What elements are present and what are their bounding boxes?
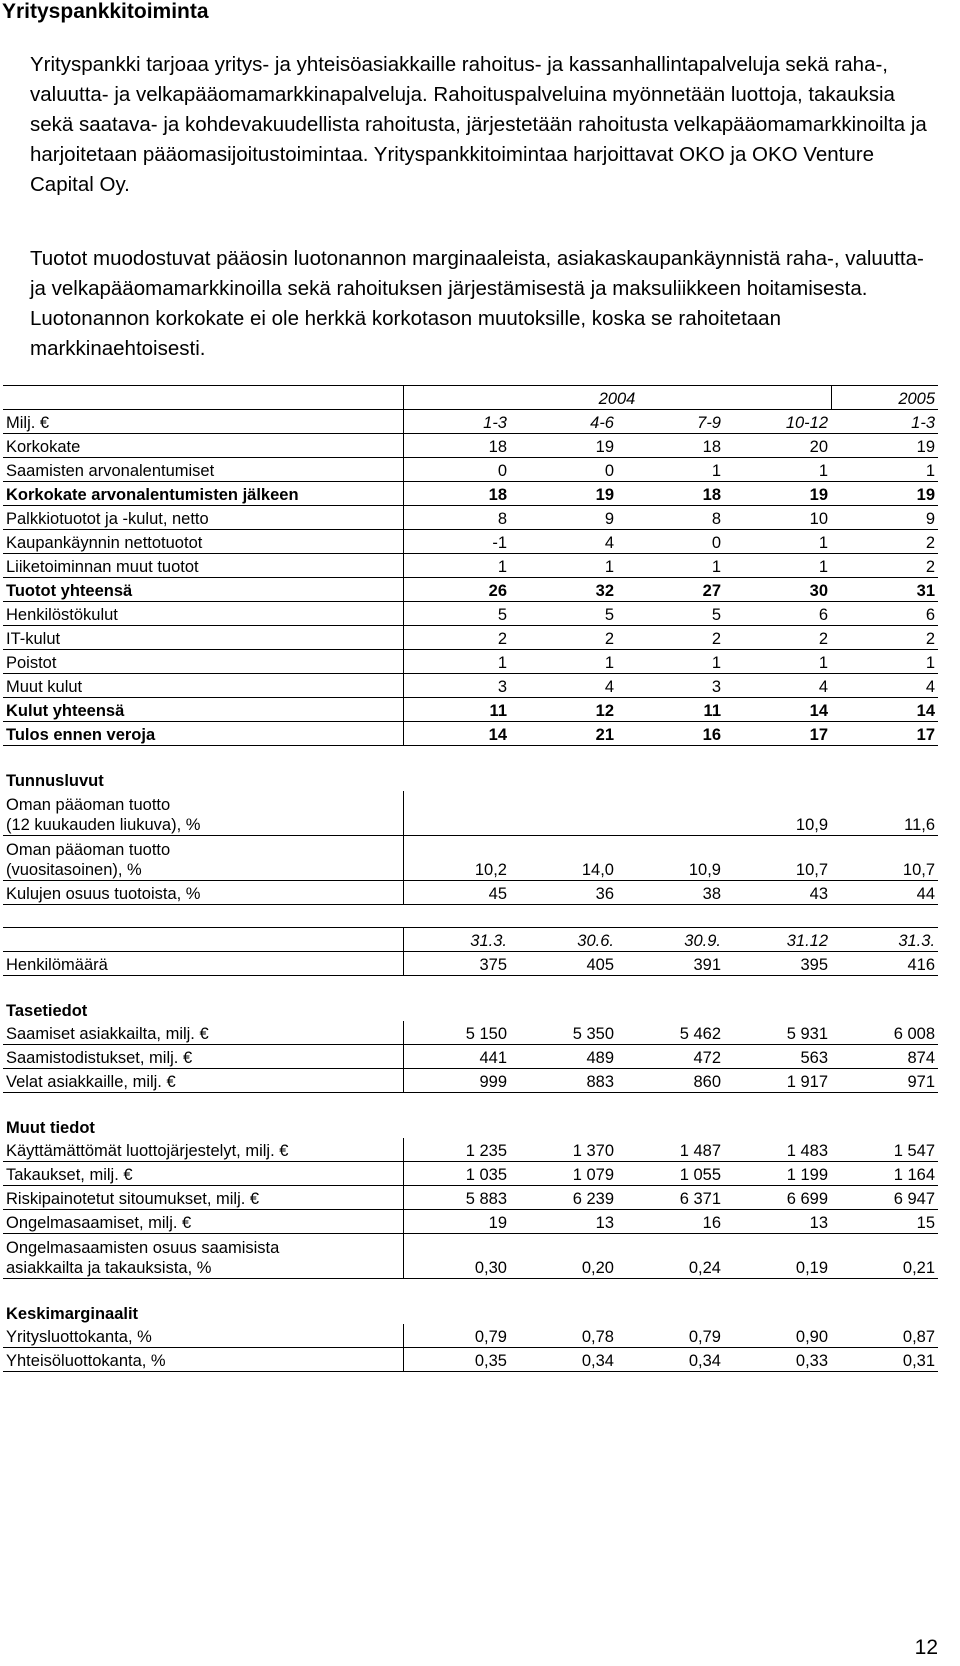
value-cell: 8 <box>403 506 510 530</box>
empty-cell <box>403 1093 510 1116</box>
value-cell: 1 <box>403 554 510 578</box>
value-cell: 883 <box>510 1069 617 1093</box>
value-cell: 14,0 <box>510 836 617 881</box>
value-cell: 18 <box>403 434 510 458</box>
empty-cell <box>831 768 938 791</box>
value-cell: 18 <box>617 482 724 506</box>
intro-paragraph: Yrityspankki tarjoaa yritys- ja yhteisöasiakkaille rahoitus- ja kassanhallintapalveluja sekä raha-, valuutta- ja velkapääomamarkkinapalveluja. Rahoituspalveluina myönnetään luottoja, takauksia sekä saatava- ja kohdevakuudellista rahoitusta, järjestetään rahoitusta velkapääomamarkkinoilta ja harjoitetaan pääomasijoitustoimintaa. Yrityspankkitoimintaa harjoittavat OKO ja OKO Venture Capital Oy. <box>30 53 927 196</box>
value-cell: 1 <box>831 458 938 482</box>
empty-cell <box>510 998 617 1021</box>
value-cell: 0,33 <box>724 1348 831 1372</box>
row-label: Saamisten arvonalentumiset <box>3 458 403 482</box>
value-cell: 13 <box>510 1210 617 1234</box>
income-paragraph: Tuotot muodostuvat pääosin luotonannon marginaaleista, asiakaskaupankäynnistä raha-, valuutta- ja velkapääomamarkkinoilla sekä rahoituksen järjestämisestä ja maksuliikkeen hoitamisesta. Luotonannon korkokate ei ole herkkä korkotason muutoksille, koska se rahoitetaan markkinaehtoisesti. <box>30 247 924 360</box>
empty-cell <box>724 746 831 769</box>
key-figure-row <box>3 881 938 905</box>
empty-cell <box>510 905 617 928</box>
row-label: Palkkiotuotot ja -kulut, netto <box>3 506 403 530</box>
value-cell: 10 <box>724 506 831 530</box>
value-cell: 874 <box>831 1045 938 1069</box>
value-cell: 10,9 <box>617 836 724 881</box>
value-cell <box>617 791 724 836</box>
value-cell: 17 <box>724 722 831 746</box>
empty-cell <box>617 1301 724 1324</box>
value-cell: 5 462 <box>617 1021 724 1045</box>
value-cell: 0 <box>617 530 724 554</box>
empty-cell <box>617 976 724 999</box>
row-label: Saamiset asiakkailta, milj. € <box>3 1021 403 1045</box>
value-cell: 26 <box>403 578 510 602</box>
empty-cell <box>3 746 403 769</box>
empty-cell <box>617 768 724 791</box>
income-row <box>3 506 938 530</box>
value-cell: 6 371 <box>617 1186 724 1210</box>
empty-cell <box>403 746 510 769</box>
date-header: 31.3. <box>831 928 938 952</box>
value-cell: 45 <box>403 881 510 905</box>
value-cell: 5 <box>617 602 724 626</box>
value-cell: 1 035 <box>403 1162 510 1186</box>
quarter-header: 1-3 <box>831 410 938 434</box>
group-heading: Tasetiedot <box>6 1002 88 1020</box>
value-cell: 19 <box>831 482 938 506</box>
value-cell: 36 <box>510 881 617 905</box>
value-cell: 2 <box>617 626 724 650</box>
empty-cell <box>403 1279 510 1302</box>
quarter-header-row <box>3 410 938 434</box>
income-row <box>3 578 938 602</box>
quarter-header: 7-9 <box>617 410 724 434</box>
margin-row <box>3 1324 938 1348</box>
other-info-row <box>3 1234 938 1279</box>
value-cell: -1 <box>403 530 510 554</box>
value-cell: 1 <box>724 554 831 578</box>
value-cell: 0,20 <box>510 1234 617 1279</box>
income-row <box>3 674 938 698</box>
value-cell: 5 <box>403 602 510 626</box>
value-cell: 10,2 <box>403 836 510 881</box>
value-cell: 971 <box>831 1069 938 1093</box>
empty-cell <box>724 1301 831 1324</box>
other-info-row <box>3 1138 938 1162</box>
value-cell: 31 <box>831 578 938 602</box>
row-label: Korkokate <box>3 434 403 458</box>
income-row <box>3 650 938 674</box>
empty-cell <box>617 998 724 1021</box>
value-cell: 19 <box>831 434 938 458</box>
value-cell: 6 947 <box>831 1186 938 1210</box>
income-row <box>3 626 938 650</box>
value-cell: 10,7 <box>724 836 831 881</box>
value-cell: 1 917 <box>724 1069 831 1093</box>
empty-cell <box>831 1115 938 1138</box>
value-cell: 375 <box>403 952 510 976</box>
value-cell: 5 <box>510 602 617 626</box>
balance-row <box>3 1069 938 1093</box>
value-cell: 5 931 <box>724 1021 831 1045</box>
spacer-row <box>3 1279 938 1302</box>
unit-label: Milj. € <box>3 410 403 434</box>
row-label <box>3 1234 403 1279</box>
empty-cell <box>403 998 510 1021</box>
value-cell: 441 <box>403 1045 510 1069</box>
quarter-header: 4-6 <box>510 410 617 434</box>
empty-cell <box>403 1301 510 1324</box>
value-cell: 19 <box>510 434 617 458</box>
value-cell: 19 <box>724 482 831 506</box>
spacer-row <box>3 746 938 769</box>
value-cell: 18 <box>403 482 510 506</box>
value-cell: 391 <box>617 952 724 976</box>
empty-cell <box>724 998 831 1021</box>
value-cell: 27 <box>617 578 724 602</box>
row-label: Tuotot yhteensä <box>3 578 403 602</box>
value-cell: 2 <box>831 626 938 650</box>
value-cell <box>510 791 617 836</box>
empty-cell <box>724 768 831 791</box>
value-cell: 1 079 <box>510 1162 617 1186</box>
empty-cell <box>617 746 724 769</box>
row-label-line: Ongelmasaamisten osuus saamisista <box>6 1239 280 1257</box>
value-cell: 2 <box>724 626 831 650</box>
row-label: Ongelmasaamiset, milj. € <box>3 1210 403 1234</box>
value-cell: 1 483 <box>724 1138 831 1162</box>
row-label-line: (12 kuukauden liukuva), % <box>6 816 201 834</box>
value-cell: 6 <box>724 602 831 626</box>
row-label: Kaupankäynnin nettotuotot <box>3 530 403 554</box>
empty-cell <box>3 1093 403 1116</box>
group-heading: Keskimarginaalit <box>6 1305 139 1323</box>
row-label: Korkokate arvonalentumisten jälkeen <box>3 482 403 506</box>
value-cell: 0,90 <box>724 1324 831 1348</box>
income-row <box>3 698 938 722</box>
income-row <box>3 554 938 578</box>
value-cell: 2 <box>510 626 617 650</box>
value-cell: 6 699 <box>724 1186 831 1210</box>
value-cell: 1 <box>831 650 938 674</box>
key-figures-heading <box>3 768 938 791</box>
row-label: Velat asiakkaille, milj. € <box>3 1069 403 1093</box>
value-cell: 17 <box>831 722 938 746</box>
date-header: 31.12 <box>724 928 831 952</box>
empty-cell <box>510 976 617 999</box>
row-label: Riskipainotetut sitoumukset, milj. € <box>3 1186 403 1210</box>
row-label: Kulut yhteensä <box>3 698 403 722</box>
value-cell: 999 <box>403 1069 510 1093</box>
empty-cell <box>510 1093 617 1116</box>
value-cell: 10,9 <box>724 791 831 836</box>
row-label: Yritysluottokanta, % <box>3 1324 403 1348</box>
empty-cell <box>3 976 403 999</box>
spacer-row <box>3 905 938 928</box>
value-cell: 4 <box>831 674 938 698</box>
value-cell: 0,30 <box>403 1234 510 1279</box>
value-cell: 18 <box>617 434 724 458</box>
empty-cell <box>617 1279 724 1302</box>
empty-cell <box>510 1301 617 1324</box>
value-cell: 9 <box>831 506 938 530</box>
section-title: Yrityspankkitoiminta <box>2 0 209 23</box>
empty-cell <box>831 1301 938 1324</box>
value-cell: 2 <box>831 530 938 554</box>
value-cell: 21 <box>510 722 617 746</box>
income-row <box>3 722 938 746</box>
value-cell: 1 <box>617 554 724 578</box>
value-cell: 0,79 <box>617 1324 724 1348</box>
value-cell: 43 <box>724 881 831 905</box>
quarter-header: 1-3 <box>403 410 510 434</box>
value-cell: 6 <box>831 602 938 626</box>
group-heading: Muut tiedot <box>6 1119 95 1137</box>
empty-cell <box>3 928 403 952</box>
other-info-row <box>3 1162 938 1186</box>
empty-cell <box>3 1279 403 1302</box>
year-2005-header: 2005 <box>831 386 938 410</box>
other-info-row <box>3 1186 938 1210</box>
value-cell: 1 <box>724 650 831 674</box>
row-label: Tulos ennen veroja <box>3 722 403 746</box>
income-row <box>3 458 938 482</box>
empty-cell <box>617 1093 724 1116</box>
value-cell: 563 <box>724 1045 831 1069</box>
value-cell: 11 <box>617 698 724 722</box>
value-cell: 860 <box>617 1069 724 1093</box>
value-cell: 19 <box>403 1210 510 1234</box>
row-label: Muut kulut <box>3 674 403 698</box>
value-cell: 6 008 <box>831 1021 938 1045</box>
row-label: Takaukset, milj. € <box>3 1162 403 1186</box>
value-cell: 11,6 <box>831 791 938 836</box>
value-cell: 4 <box>510 674 617 698</box>
row-label-line: (vuositasoinen), % <box>6 861 142 879</box>
group-heading: Tunnusluvut <box>6 772 104 790</box>
value-cell: 1 <box>510 554 617 578</box>
value-cell: 11 <box>403 698 510 722</box>
other-info-heading <box>3 1115 938 1138</box>
empty-cell <box>510 768 617 791</box>
value-cell: 15 <box>831 1210 938 1234</box>
value-cell: 14 <box>724 698 831 722</box>
value-cell: 489 <box>510 1045 617 1069</box>
value-cell: 0 <box>403 458 510 482</box>
value-cell: 0,34 <box>617 1348 724 1372</box>
empty-cell <box>403 976 510 999</box>
value-cell: 8 <box>617 506 724 530</box>
value-cell: 0 <box>510 458 617 482</box>
value-cell: 44 <box>831 881 938 905</box>
value-cell: 1 235 <box>403 1138 510 1162</box>
balance-row <box>3 1021 938 1045</box>
value-cell: 0,87 <box>831 1324 938 1348</box>
headcount-row <box>3 952 938 976</box>
financial-table <box>3 385 938 1372</box>
empty-cell <box>724 1279 831 1302</box>
empty-cell <box>831 998 938 1021</box>
empty-cell <box>724 905 831 928</box>
value-cell: 5 350 <box>510 1021 617 1045</box>
empty-cell <box>403 768 510 791</box>
empty-cell <box>510 1115 617 1138</box>
row-label: Henkilömäärä <box>3 952 403 976</box>
value-cell: 0,34 <box>510 1348 617 1372</box>
value-cell: 20 <box>724 434 831 458</box>
value-cell: 38 <box>617 881 724 905</box>
quarter-header: 10-12 <box>724 410 831 434</box>
empty-cell <box>510 1279 617 1302</box>
value-cell: 5 150 <box>403 1021 510 1045</box>
financial-table-body <box>3 386 938 1372</box>
year-header-row <box>3 386 938 410</box>
empty-cell <box>403 905 510 928</box>
value-cell: 32 <box>510 578 617 602</box>
value-cell: 4 <box>510 530 617 554</box>
row-label: Henkilöstökulut <box>3 602 403 626</box>
value-cell: 3 <box>617 674 724 698</box>
key-figure-row <box>3 791 938 836</box>
margin-row <box>3 1348 938 1372</box>
row-label <box>3 836 403 881</box>
value-cell: 16 <box>617 1210 724 1234</box>
value-cell: 12 <box>510 698 617 722</box>
value-cell: 1 370 <box>510 1138 617 1162</box>
spacer-row <box>3 1093 938 1116</box>
row-label <box>3 791 403 836</box>
empty-cell <box>3 386 403 410</box>
value-cell: 395 <box>724 952 831 976</box>
value-cell: 13 <box>724 1210 831 1234</box>
value-cell: 14 <box>831 698 938 722</box>
value-cell: 1 <box>724 530 831 554</box>
value-cell: 0,78 <box>510 1324 617 1348</box>
row-label: Poistot <box>3 650 403 674</box>
empty-cell <box>617 905 724 928</box>
value-cell: 0,79 <box>403 1324 510 1348</box>
value-cell: 19 <box>510 482 617 506</box>
row-label-line: asiakkailta ja takauksista, % <box>6 1259 212 1277</box>
value-cell: 2 <box>831 554 938 578</box>
income-row <box>3 602 938 626</box>
value-cell: 1 055 <box>617 1162 724 1186</box>
empty-cell <box>831 1279 938 1302</box>
row-label: Käyttämättömät luottojärjestelyt, milj. € <box>3 1138 403 1162</box>
spacer-row <box>3 976 938 999</box>
value-cell: 1 <box>617 650 724 674</box>
dates-header-row <box>3 928 938 952</box>
empty-cell <box>724 976 831 999</box>
value-cell: 4 <box>724 674 831 698</box>
year-2004-header: 2004 <box>403 386 831 410</box>
key-figure-row <box>3 836 938 881</box>
page-number: 12 <box>914 1636 938 1659</box>
empty-cell <box>617 1115 724 1138</box>
income-row <box>3 482 938 506</box>
date-header: 30.9. <box>617 928 724 952</box>
value-cell: 1 <box>510 650 617 674</box>
value-cell: 405 <box>510 952 617 976</box>
value-cell: 1 <box>617 458 724 482</box>
empty-cell <box>831 905 938 928</box>
empty-cell <box>831 746 938 769</box>
date-header: 31.3. <box>403 928 510 952</box>
row-label: Saamistodistukset, milj. € <box>3 1045 403 1069</box>
value-cell: 1 199 <box>724 1162 831 1186</box>
other-info-row <box>3 1210 938 1234</box>
value-cell: 3 <box>403 674 510 698</box>
value-cell: 472 <box>617 1045 724 1069</box>
empty-cell <box>831 1093 938 1116</box>
value-cell: 0,31 <box>831 1348 938 1372</box>
value-cell: 6 239 <box>510 1186 617 1210</box>
value-cell: 0,19 <box>724 1234 831 1279</box>
value-cell: 1 487 <box>617 1138 724 1162</box>
row-label: Kulujen osuus tuotoista, % <box>3 881 403 905</box>
value-cell: 16 <box>617 722 724 746</box>
empty-cell <box>510 746 617 769</box>
value-cell: 14 <box>403 722 510 746</box>
value-cell: 9 <box>510 506 617 530</box>
value-cell: 1 <box>724 458 831 482</box>
row-label: IT-kulut <box>3 626 403 650</box>
row-label: Yhteisöluottokanta, % <box>3 1348 403 1372</box>
balance-heading <box>3 998 938 1021</box>
value-cell: 10,7 <box>831 836 938 881</box>
value-cell: 1 547 <box>831 1138 938 1162</box>
value-cell: 0,24 <box>617 1234 724 1279</box>
value-cell: 0,21 <box>831 1234 938 1279</box>
empty-cell <box>831 976 938 999</box>
income-row <box>3 434 938 458</box>
empty-cell <box>724 1115 831 1138</box>
date-header: 30.6. <box>510 928 617 952</box>
row-label: Liiketoiminnan muut tuotot <box>3 554 403 578</box>
value-cell: 0,35 <box>403 1348 510 1372</box>
row-label-line: Oman pääoman tuotto <box>6 796 171 814</box>
value-cell: 416 <box>831 952 938 976</box>
margins-heading <box>3 1301 938 1324</box>
value-cell: 1 <box>403 650 510 674</box>
balance-row <box>3 1045 938 1069</box>
value-cell: 30 <box>724 578 831 602</box>
value-cell <box>403 791 510 836</box>
income-row <box>3 530 938 554</box>
empty-cell <box>724 1093 831 1116</box>
value-cell: 2 <box>403 626 510 650</box>
value-cell: 5 883 <box>403 1186 510 1210</box>
value-cell: 1 164 <box>831 1162 938 1186</box>
row-label-line: Oman pääoman tuotto <box>6 841 171 859</box>
empty-cell <box>403 1115 510 1138</box>
empty-cell <box>3 905 403 928</box>
